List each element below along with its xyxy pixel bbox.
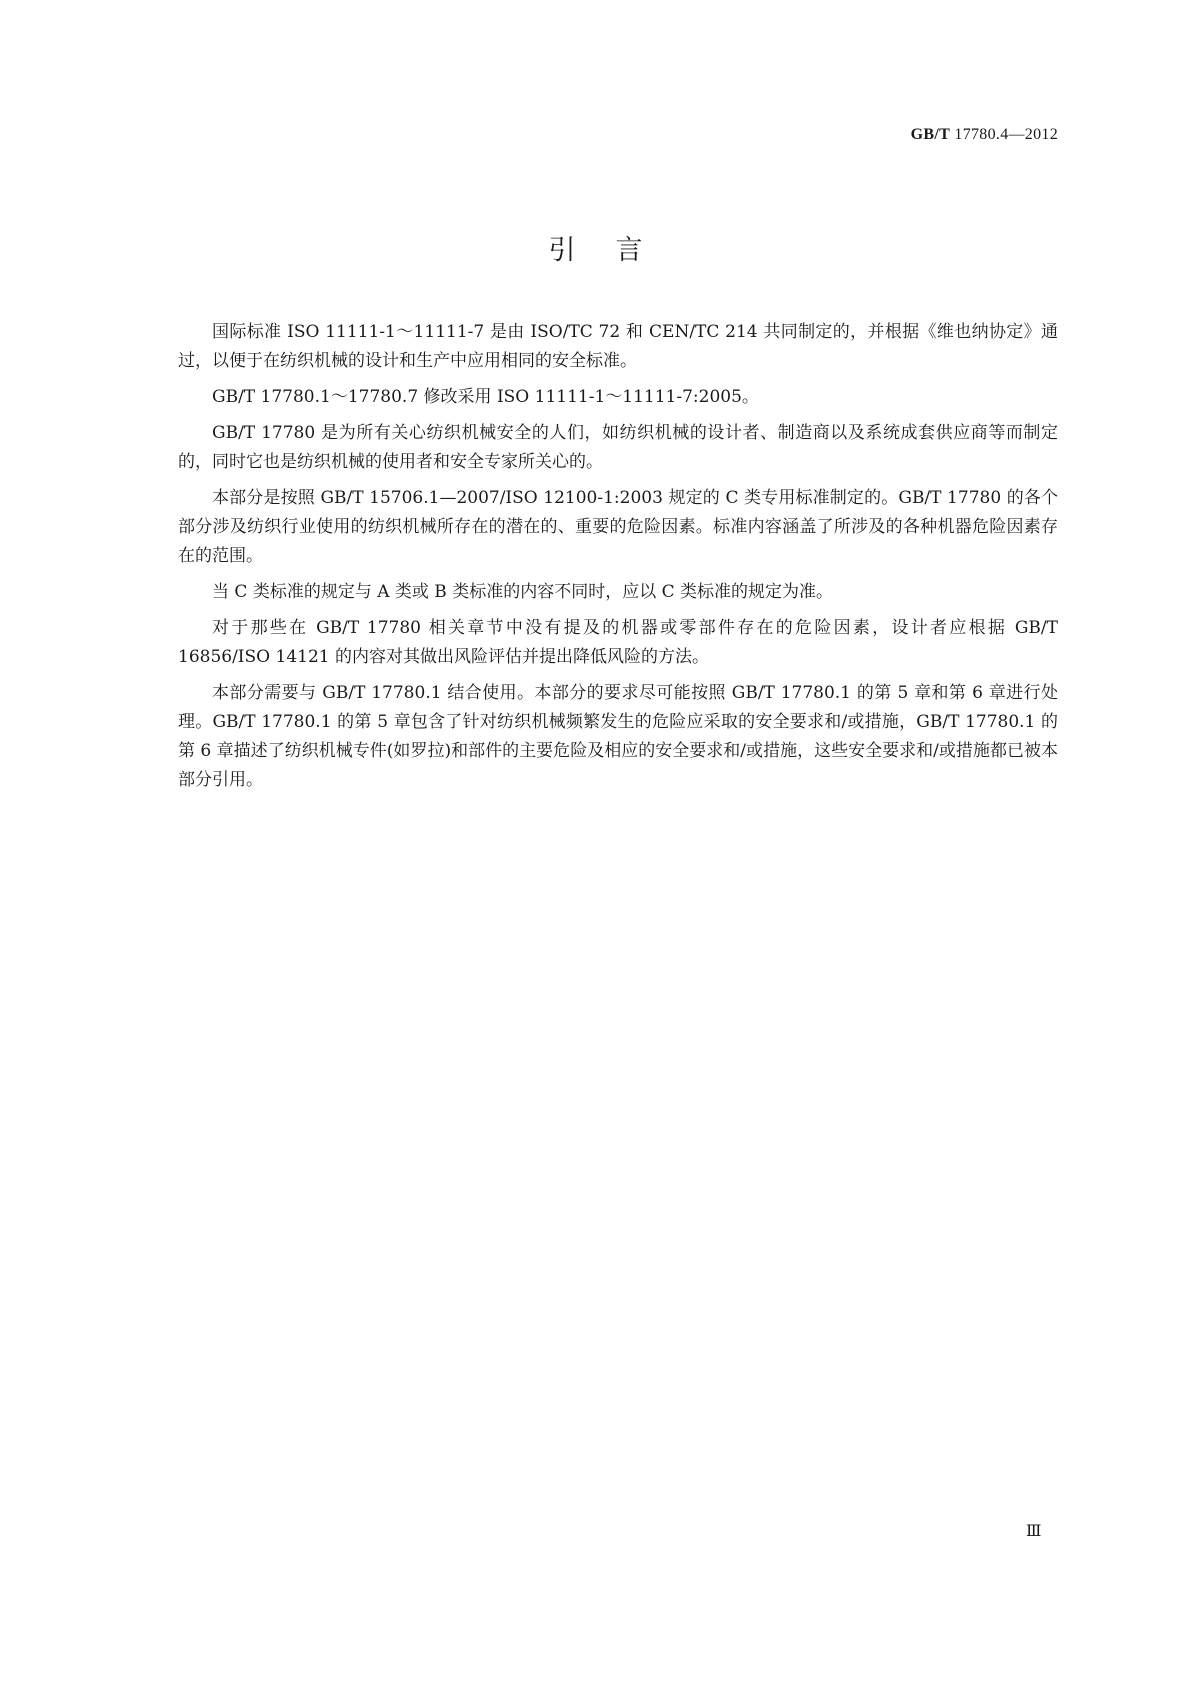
paragraph-7: 本部分需要与 GB/T 17780.1 结合使用。本部分的要求尽可能按照 GB/T 17780.1 的第 5 章和第 6 章进行处理。GB/T 17780.1 的第 5 章包含了针对纺织机械频繁发生的危险应采取的安全要求和/或措施，GB/T 17780.1 的第 6 章描述了纺织机械专件(如罗拉)和部件的主要危险及相应的安全要求和/或措施，这些安全要求和/或措施都已被本部分引用。 — [178, 683, 1058, 790]
page-title: 引言 — [548, 235, 683, 266]
standard-code-prefix: GB/T — [910, 126, 951, 143]
paragraph-3: GB/T 17780 是为所有关心纺织机械安全的人们，如纺织机械的设计者、制造商以及系统成套供应商等而制定的，同时它也是纺织机械的使用者和安全专家所关心的。 — [178, 423, 1058, 472]
introduction-body — [178, 318, 1058, 802]
page-number: Ⅲ — [1026, 1523, 1042, 1540]
standard-code-number: 17780.4—2012 — [950, 126, 1058, 143]
paragraph-1: 国际标准 ISO 11111-1～11111-7 是由 ISO/TC 72 和 CEN/TC 214 共同制定的，并根据《维也纳协定》通过，以便于在纺织机械的设计和生产中应用相同的安全标准。 — [178, 322, 1058, 371]
standard-code-header — [911, 126, 1058, 144]
paragraph-2: GB/T 17780.1～17780.7 修改采用 ISO 11111-1～11111-7:2005。 — [212, 387, 759, 407]
paragraph-6: 对于那些在 GB/T 17780 相关章节中没有提及的机器或零部件存在的危险因素，设计者应根据 GB/T 16856/ISO 14121 的内容对其做出风险评估并提出降低风险的方法。 — [178, 618, 1058, 667]
paragraph-5: 当 C 类标准的规定与 A 类或 B 类标准的内容不同时，应以 C 类标准的规定为准。 — [212, 582, 834, 602]
paragraph-4: 本部分是按照 GB/T 15706.1—2007/ISO 12100-1:2003 规定的 C 类专用标准制定的。GB/T 17780 的各个部分涉及纺织行业使用的纺织机械所存在的潜在的、重要的危险因素。标准内容涵盖了所涉及的各种机器危险因素存在的范围。 — [178, 488, 1058, 566]
